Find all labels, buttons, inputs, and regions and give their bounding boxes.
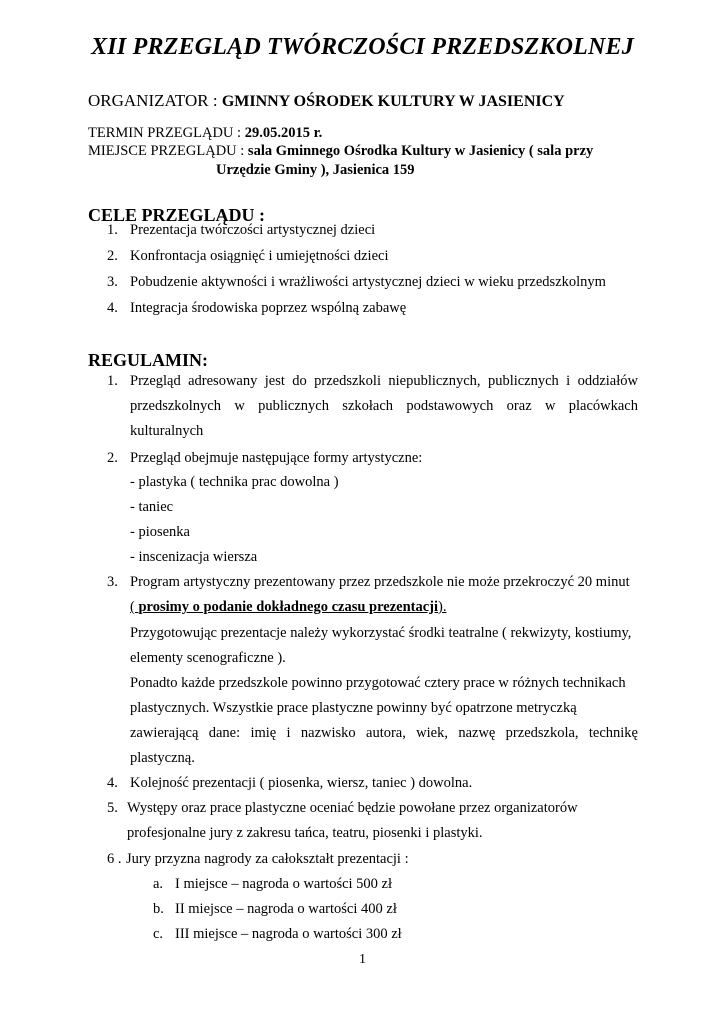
note-bold: prosimy o podanie dokładnego czasu prezentacji [138, 599, 439, 615]
rule-num: 2. [107, 450, 118, 466]
rules-heading: REGULAMIN: [88, 350, 208, 370]
prize-letter: c. [153, 926, 164, 942]
rule-text: Występy oraz prace plastyczne oceniać będzie powołane przez organizatorów [127, 800, 578, 816]
prize-item: III miejsce – nagroda o wartości 300 zł [175, 926, 402, 942]
organizer-value: GMINNY OŚRODEK KULTURY W JASIENICY [221, 93, 565, 110]
place-label: MIEJSCE PRZEGLĄDU : [88, 143, 248, 159]
rule-text: plastyczną. [130, 750, 195, 766]
form-item: - taniec [130, 499, 174, 515]
goal-item: Prezentacja twórczości artystycznej dzieci [130, 222, 376, 238]
organizer-line [88, 91, 565, 111]
rule-text: profesjonalne jury z zakresu tańca, teatru, piosenki i plastyki. [127, 825, 483, 841]
place-value-2: Urzędzie Gminy ), Jasienica 159 [216, 162, 415, 178]
page-number: 1 [359, 952, 366, 967]
rule-text: elementy scenograficzne ). [130, 650, 286, 666]
goal-num: 3. [107, 274, 118, 290]
prize-letter: a. [153, 876, 164, 892]
place-line [88, 143, 593, 160]
goal-item: Pobudzenie aktywności i wrażliwości artystycznej dzieci w wieku przedszkolnym [130, 274, 606, 290]
place-value-1: sala Gminnego Ośrodka Kultury w Jasienicy ( sala przy [247, 143, 594, 159]
goal-num: 1. [107, 222, 118, 238]
rule-text: zawierającą dane: imię i nazwisko autora, wiek, nazwę przedszkola, technikę [130, 725, 638, 741]
rule-num: 1. [107, 373, 118, 389]
prize-item: II miejsce – nagroda o wartości 400 zł [175, 901, 397, 917]
goal-num: 4. [107, 300, 118, 316]
note-close: ). [438, 599, 447, 615]
rule-text: plastycznych. Wszystkie prace plastyczne powinny być opatrzone metryczką [130, 700, 577, 716]
term-label: TERMIN PRZEGLĄDU : [88, 125, 245, 141]
rule-text: Ponadto każde przedszkole powinno przygotować cztery prace w różnych technikach [130, 675, 626, 691]
goals-heading: CELE PRZEGLĄDU : [88, 205, 266, 225]
term-value: 29.05.2015 r. [244, 125, 323, 141]
rule-num: 6 . [107, 851, 122, 867]
form-item: - plastyka ( technika prac dowolna ) [130, 474, 339, 490]
rule-text: Kolejność prezentacji ( piosenka, wiersz, taniec ) dowolna. [130, 775, 473, 791]
form-item: - piosenka [130, 524, 190, 540]
rule-num: 5. [107, 800, 118, 816]
page-title: XII PRZEGLĄD TWÓRCZOŚCI PRZEDSZKOLNEJ [91, 34, 634, 60]
note-open: ( [130, 599, 139, 615]
place-line-2 [216, 162, 415, 179]
goal-item: Konfrontacja osiągnięć i umiejętności dzieci [130, 248, 389, 264]
term-line [88, 125, 322, 142]
rule-text: Przegląd obejmuje następujące formy artystyczne: [130, 450, 423, 466]
rule-note [130, 599, 447, 616]
rule-num: 3. [107, 574, 118, 590]
prize-item: I miejsce – nagroda o wartości 500 zł [175, 876, 393, 892]
goal-num: 2. [107, 248, 118, 264]
form-item: - inscenizacja wiersza [130, 549, 258, 565]
rule-text: przedszkolnych w publicznych szkołach podstawowych oraz w placówkach [130, 398, 638, 414]
rule-text: Jury przyzna nagrody za całokształt prezentacji : [126, 851, 409, 867]
organizer-label: ORGANIZATOR : [88, 91, 222, 110]
prize-letter: b. [153, 901, 164, 917]
rule-text: Przegląd adresowany jest do przedszkoli niepublicznych, publicznych i oddziałów [130, 373, 638, 389]
rule-text: Program artystyczny prezentowany przez przedszkole nie może przekroczyć 20 minut [130, 574, 630, 590]
rule-text: kulturalnych [130, 423, 204, 439]
goal-item: Integracja środowiska poprzez wspólną zabawę [130, 300, 407, 316]
rule-num: 4. [107, 775, 118, 791]
rule-text: Przygotowując prezentacje należy wykorzystać środki teatralne ( rekwizyty, kostiumy, [130, 625, 632, 641]
